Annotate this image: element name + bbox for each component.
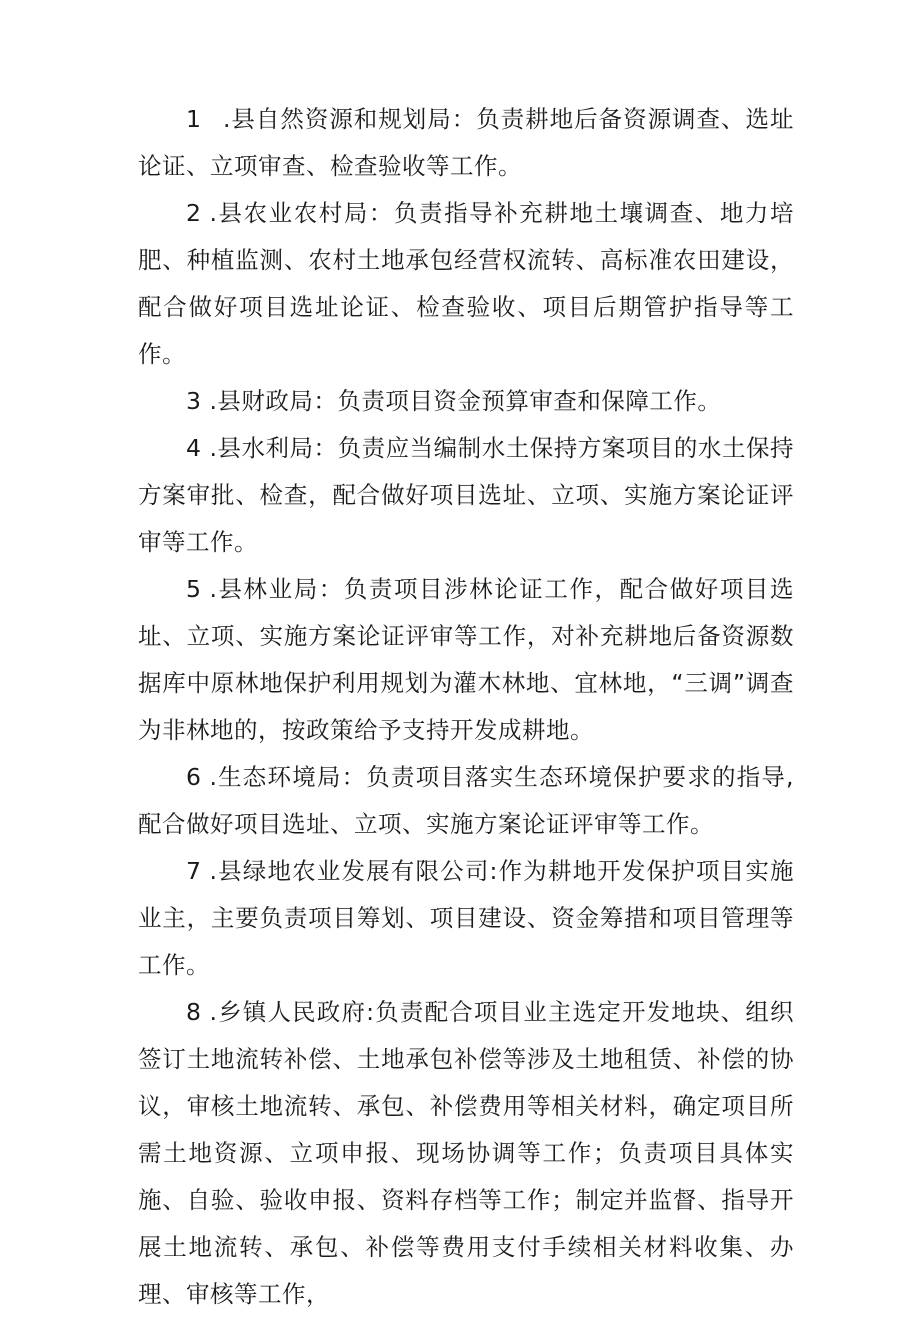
item-text: .县绿地农业发展有限公司:作为耕地开发保护项目实施业主，主要负责项目筹划、项目建设、资金筹措和项目管理等工作。 xyxy=(138,857,794,979)
item-number: 5 xyxy=(186,575,202,603)
paragraph-2 xyxy=(138,190,794,378)
item-number: 1 xyxy=(186,105,201,133)
paragraph-8 xyxy=(138,989,794,1318)
item-number: 2 xyxy=(186,199,202,227)
paragraph-1 xyxy=(138,96,794,190)
item-text: .县财政局：负责项目资金预算审查和保障工作。 xyxy=(209,387,722,415)
paragraph-5 xyxy=(138,566,794,754)
item-number: 3 xyxy=(186,387,202,415)
item-number: 4 xyxy=(186,434,202,462)
paragraph-6 xyxy=(138,754,794,848)
paragraph-3 xyxy=(138,378,794,425)
item-number: 7 xyxy=(186,857,202,885)
item-text: .县林业局：负责项目涉林论证工作，配合做好项目选址、立项、实施方案论证评审等工作，对补充耕地后备资源数据库中原林地保护利用规划为灌木林地、宜林地，“三调”调查为非林地的，按政策给予支持开发成耕地。 xyxy=(138,575,794,744)
item-text: .生态环境局：负责项目落实生态环境保护要求的指导,配合做好项目选址、立项、实施方案论证评审等工作。 xyxy=(138,763,794,838)
item-text: .县农业农村局：负责指导补充耕地土壤调查、地力培肥、种植监测、农村土地承包经营权流转、高标准农田建设，配合做好项目选址论证、检查验收、项目后期管护指导等工作。 xyxy=(138,199,794,368)
item-text: .乡镇人民政府:负责配合项目业主选定开发地块、组织签订土地流转补偿、土地承包补偿等涉及土地租赁、补偿的协议，审核土地流转、承包、补偿费用等相关材料，确定项目所需土地资源、立项申报、现场协调等工作；负责项目具体实施、自验、验收申报、资料存档等工作；制定并监督、指导开展土地流转、承包、补偿等费用支付手续相关材料收集、办理、审核等工作， xyxy=(138,998,794,1308)
item-text: .县自然资源和规划局：负责耕地后备资源调查、选址论证、立项审查、检查验收等工作。 xyxy=(138,105,794,180)
paragraph-4 xyxy=(138,425,794,566)
item-number: 8 xyxy=(186,998,202,1026)
paragraph-7 xyxy=(138,848,794,989)
item-number: 6 xyxy=(186,763,202,791)
item-text: .县水利局：负责应当编制水土保持方案项目的水土保持方案审批、检查，配合做好项目选址、立项、实施方案论证评审等工作。 xyxy=(138,434,794,556)
